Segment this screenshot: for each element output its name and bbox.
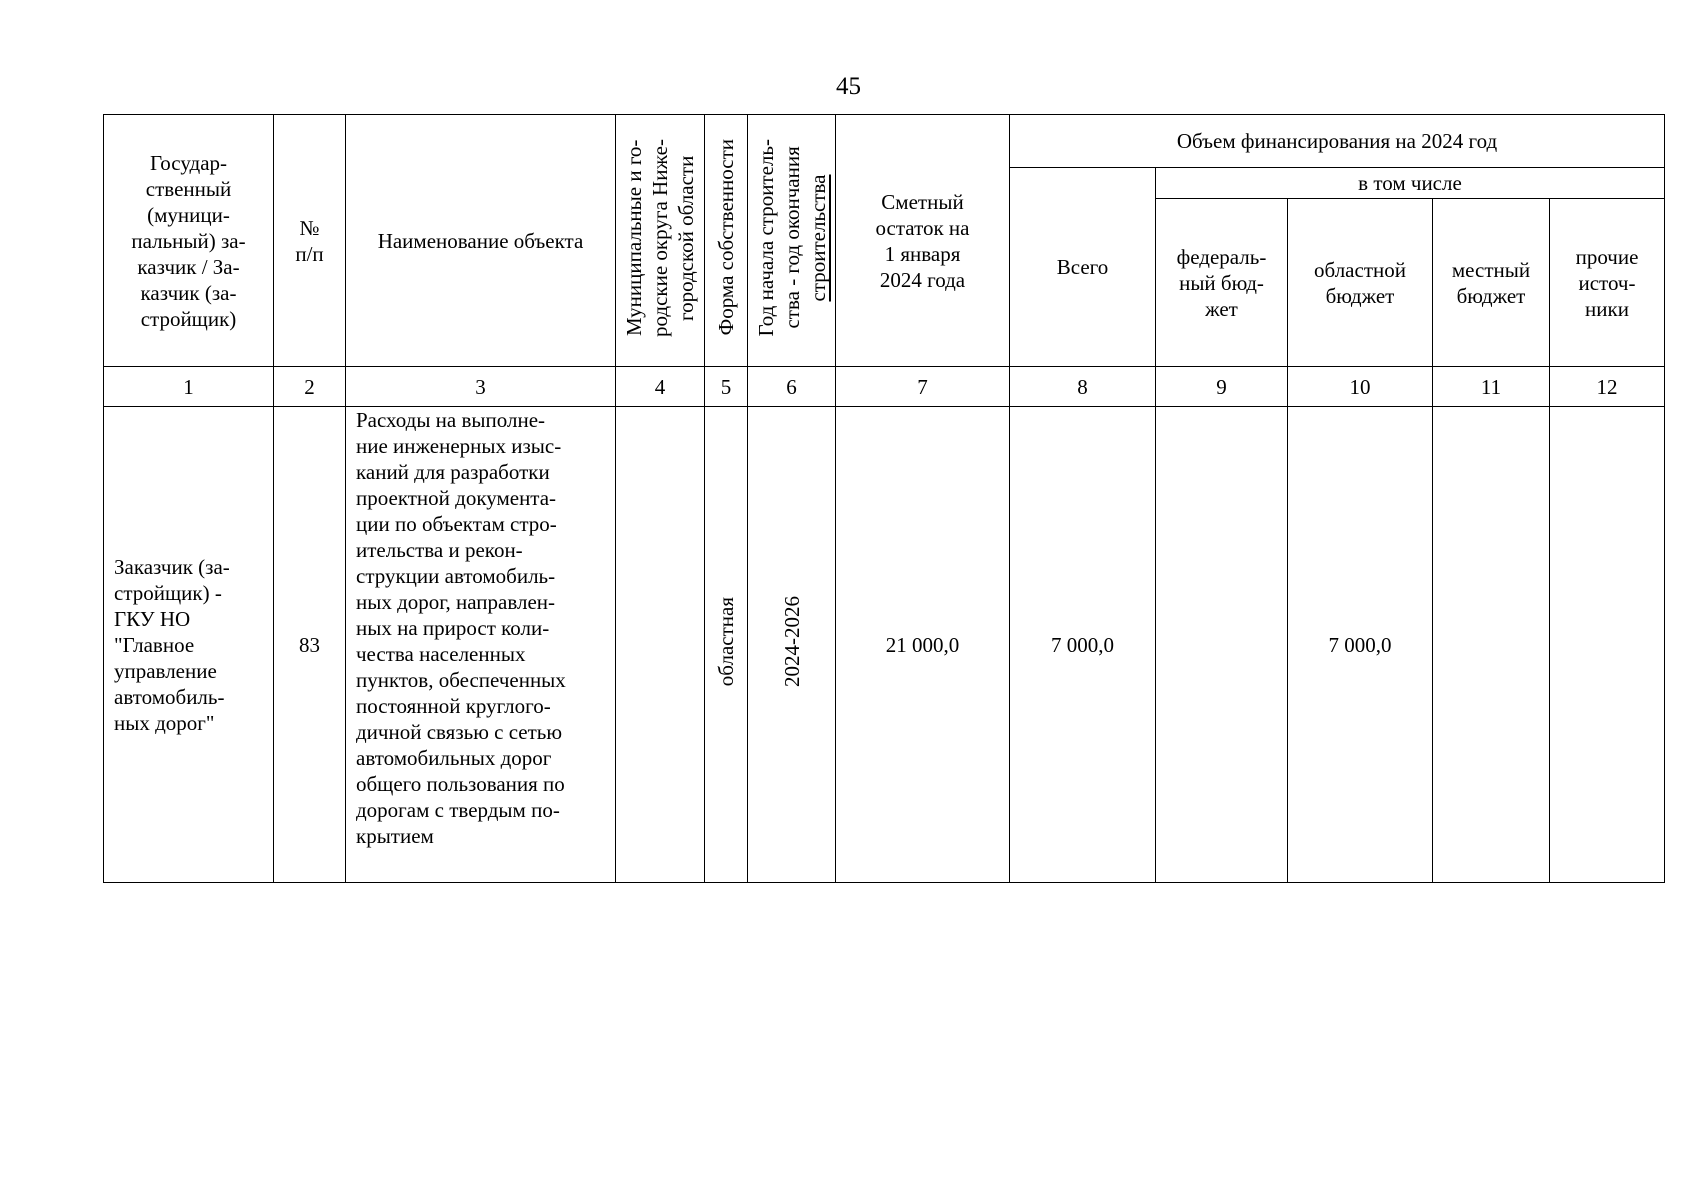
header-object-name: Наименование объекта (346, 115, 616, 367)
column-number: 5 (705, 367, 748, 407)
column-number: 10 (1288, 367, 1433, 407)
cell-ownership (705, 407, 748, 883)
column-numbers-row (104, 367, 1665, 407)
cell-local (1433, 407, 1550, 883)
header-funding-title: Объем финансирования на 2024 год (1010, 115, 1665, 168)
cell-remaining-estimate: 21 000,0 (836, 407, 1010, 883)
cell-ownership-text: областная (714, 596, 738, 687)
header-years-line1: Год начала строитель- (753, 138, 778, 337)
header-ownership-text: Форма собственности (714, 139, 738, 336)
header-other: прочие источ- ники (1550, 199, 1665, 367)
header-municipality-text: Муниципальные и го- родские округа Ниже- городской области (622, 138, 698, 337)
cell-years (748, 407, 836, 883)
cell-municipality (616, 407, 705, 883)
column-number: 12 (1550, 367, 1665, 407)
header-years-text (753, 139, 831, 337)
header-local: местный бюджет (1433, 199, 1550, 367)
header-municipality (616, 115, 705, 367)
header-years (748, 115, 836, 367)
cell-years-text: 2024-2026 (779, 596, 804, 687)
column-number: 11 (1433, 367, 1550, 407)
table-row (104, 407, 1665, 883)
column-number: 8 (1010, 367, 1156, 407)
cell-total: 7 000,0 (1010, 407, 1156, 883)
cell-regional: 7 000,0 (1288, 407, 1433, 883)
header-total: Всего (1010, 168, 1156, 367)
header-remaining-estimate: Сметный остаток на 1 января 2024 года (836, 115, 1010, 367)
header-federal: федераль- ный бюд- жет (1156, 199, 1288, 367)
header-ownership (705, 115, 748, 367)
header-including: в том числе (1156, 168, 1665, 199)
header-regional: областной бюджет (1288, 199, 1433, 367)
cell-customer: Заказчик (за- стройщик) - ГКУ НО "Главное управление автомобиль- ных дорог" (104, 407, 274, 883)
header-years-line2: ства - год окончания (779, 146, 804, 329)
header-customer: Государ- ственный (муници- пальный) за- казчик / За- казчик (за- стройщик) (104, 115, 274, 367)
column-number: 6 (748, 367, 836, 407)
column-number: 9 (1156, 367, 1288, 407)
cell-object-name: Расходы на выполне- ние инженерных изыс- каний для разработки проектной документа- ции по объектам стро- ительства и рекон- струкции автомобиль- ных дорог, направлен- ных на прирост коли- чества населенных пунктов, обеспеченных постоянной круглого- дичной связью с сетью автомобильных дорог общего пользования по дорогам с твердым по- крытием (346, 407, 616, 883)
column-number: 4 (616, 367, 705, 407)
header-years-line3: строительства (805, 173, 830, 301)
cell-federal (1156, 407, 1288, 883)
investment-table (103, 114, 1665, 883)
column-number: 7 (836, 367, 1010, 407)
column-number: 1 (104, 367, 274, 407)
column-number: 3 (346, 367, 616, 407)
header-number: № п/п (274, 115, 346, 367)
column-number: 2 (274, 367, 346, 407)
cell-number: 83 (274, 407, 346, 883)
page-number: 45 (836, 73, 861, 100)
cell-other (1550, 407, 1665, 883)
